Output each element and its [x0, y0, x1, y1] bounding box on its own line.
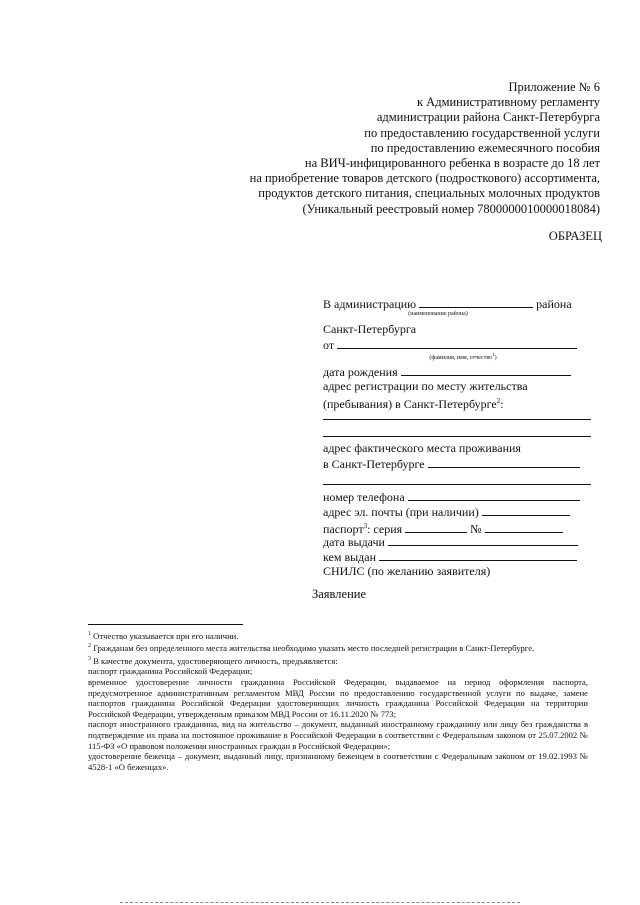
passport-label: паспорт: [323, 522, 364, 536]
from-row: [323, 337, 591, 352]
footnote-divider: [88, 624, 243, 625]
passport-row: паспорт$^3$: серия №: [323, 519, 591, 534]
from-label: от: [323, 338, 335, 352]
header-line: (Уникальный реестровый номер 7800000010000018084): [302, 201, 600, 216]
fact-addr-label-1: адрес фактического места проживания: [323, 441, 521, 455]
email-field[interactable]: [482, 504, 570, 516]
issue-date-label: дата выдачи: [323, 535, 385, 549]
phone-row: [323, 489, 591, 504]
reg-addr-field-2[interactable]: [323, 426, 591, 437]
header-line: к Административному регламенту: [416, 95, 600, 110]
footnote-3b: временное удостоверение личности гражданина Российской Федерации, выдаваемое на период оформления паспорта, предусмотренное административным регламентом МВД России по предоставлению государственной услуги по выдаче, замене паспортов гражданина Российской Федерации удостоверяющих личность гражданина Российской Федерации на территории Российской Федерации, утвержденным приказом МВД России от 16.11.2020 № 773;: [88, 676, 588, 719]
footnote-2: $^2$ Гражданам без определенного места жительства необходимо указать место последней регистрации в Санкт-Петербурге.: [88, 643, 535, 654]
header-line: по предоставлению ежемесячного пособия: [370, 140, 600, 155]
email-label: адрес эл. почты (при наличии): [323, 505, 479, 519]
spb-label: Санкт-Петербурга: [323, 322, 417, 336]
footnote-3d: удостоверение беженца – документ, выданный лицу, признанному беженцем в соответствии с Федеральным законом от 19.02.1993 № 4528-1 «О беженцах».: [88, 751, 588, 772]
rayon-field[interactable]: [419, 296, 533, 308]
phone-label: номер телефона: [323, 490, 405, 504]
issued-by-row: [323, 549, 591, 564]
rayon-hint: (наименование района): [408, 311, 468, 317]
footnote-3: $^3$ В качестве документа, удостоверяющего личность, предъявляется:: [88, 655, 338, 666]
header-line: на ВИЧ-инфицированного ребенка в возрасте до 18 лет: [304, 156, 600, 171]
reg-addr-label-1: адрес регистрации по месту жительства: [323, 379, 528, 393]
fact-addr-field-2[interactable]: [323, 474, 591, 485]
fact-addr-row: [323, 456, 591, 471]
header-line: администрации района Санкт-Петербурга: [376, 110, 600, 125]
fio-hint: (фамилия, имя, отчество$^1$): [429, 353, 497, 361]
sample-label: ОБРАЗЕЦ: [548, 229, 602, 243]
phone-field[interactable]: [408, 489, 580, 501]
number-field[interactable]: [485, 521, 563, 533]
statement-title: Заявление: [312, 587, 367, 601]
snils-label: СНИЛС (по желанию заявителя): [323, 564, 491, 578]
rayon-label: района: [536, 297, 572, 311]
footnote-3c: паспорт иностранного гражданина, вид на жительство – документ, выданный иностранному гражданину или лицу без гражданства в подтверждение их права на постоянное проживание в Российской Федерации в соответствии с Федеральным законом от 25.07.2002 № 115-ФЗ «О правовом положении иностранных граждан в Российской Федерации»;: [88, 719, 588, 751]
dob-row: [323, 364, 591, 379]
header-line: продуктов детского питания, специальных молочных продуктов: [258, 186, 600, 201]
dob-label: дата рождения: [323, 365, 398, 379]
issued-by-field[interactable]: [379, 549, 577, 561]
series-label: : серия: [367, 522, 403, 536]
issued-by-label: кем выдан: [323, 550, 377, 564]
applicant-form: [323, 296, 591, 579]
footnote-3a: паспорт гражданина Российской Федерации;: [88, 666, 253, 677]
footnotes: [88, 629, 588, 772]
dob-field[interactable]: [401, 364, 571, 376]
email-row: [323, 504, 591, 519]
to-admin-row: [323, 296, 591, 311]
reg-addr-label-2: (пребывания) в Санкт-Петербурге$^2$:: [323, 397, 504, 411]
number-label: №: [470, 522, 482, 536]
issue-date-field[interactable]: [388, 534, 578, 546]
page-bottom-dash: [120, 902, 520, 903]
fact-addr-label-2: в Санкт-Петербурге: [323, 457, 425, 471]
fio-field[interactable]: [337, 337, 577, 349]
fact-addr-field-1[interactable]: [428, 456, 580, 468]
header-line: Приложение № 6: [508, 80, 600, 94]
series-field[interactable]: [405, 521, 467, 533]
header-line: по предоставлению государственной услуги: [364, 125, 600, 140]
header-line: на приобретение товаров детского (подросткового) ассортимента,: [249, 171, 600, 186]
header-block: [40, 80, 600, 217]
footnote-1: $^1$ Отчество указывается при его наличии.: [88, 630, 239, 641]
issue-date-row: [323, 534, 591, 549]
to-admin-label: В администрацию: [323, 297, 417, 311]
